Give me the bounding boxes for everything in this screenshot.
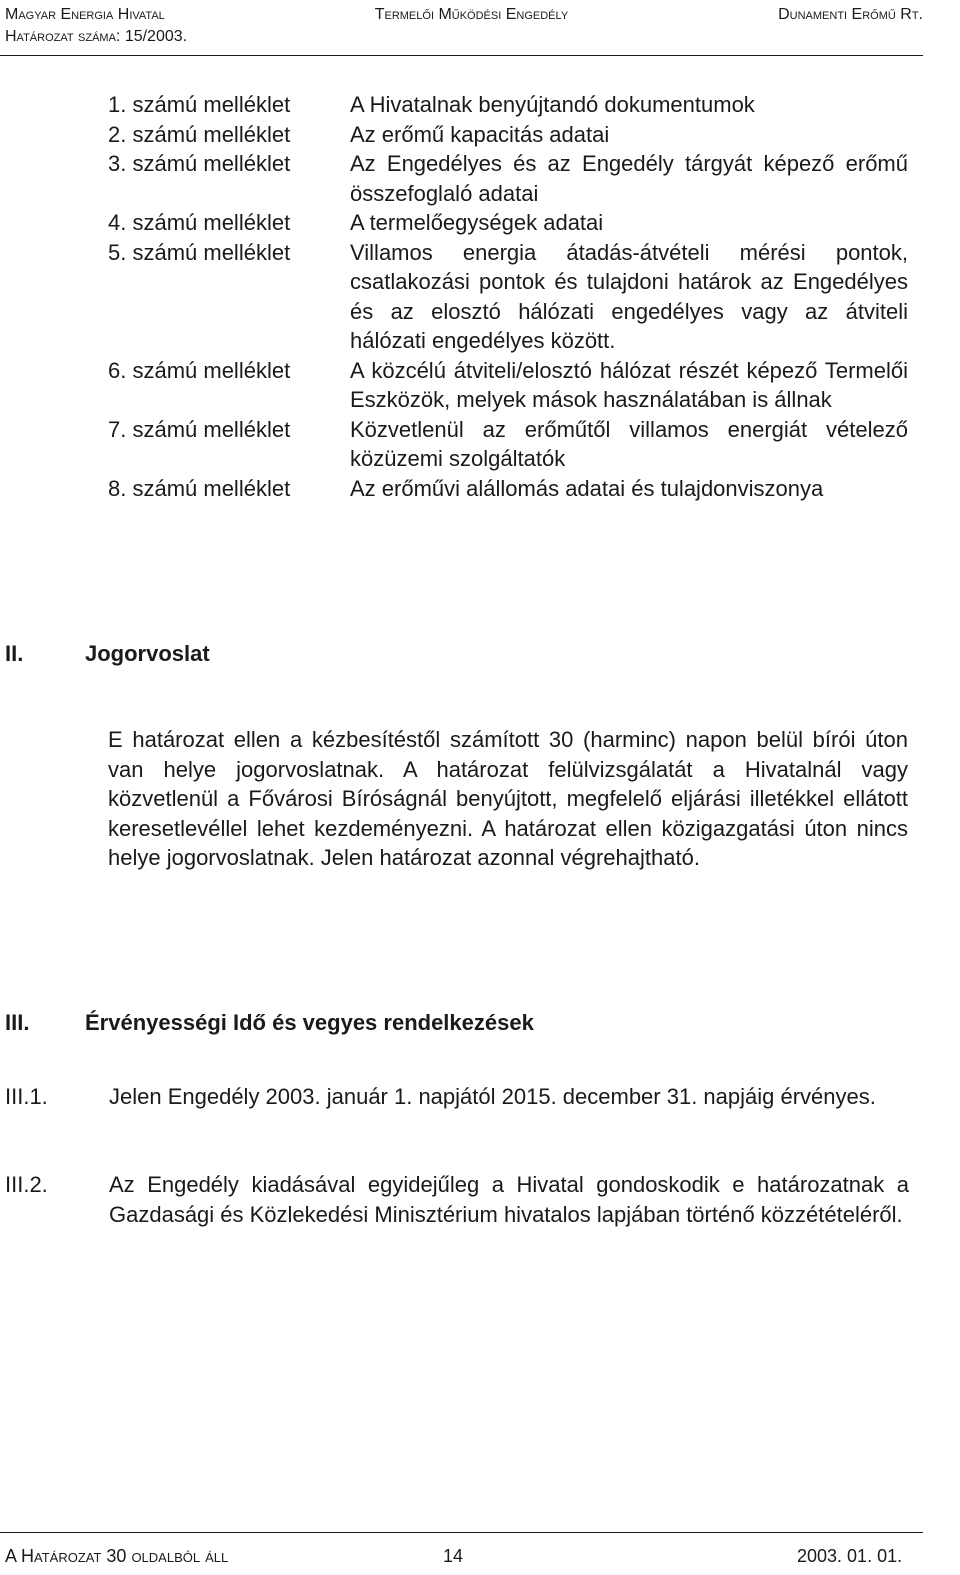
section-title: Jogorvoslat [85, 641, 210, 666]
annex-item [108, 90, 908, 120]
annex-description: A közcélú átviteli/elosztó hálózat részét képező Termelői Eszközök, melyek mások használatában is állnak [350, 357, 908, 412]
subsection-item [5, 1082, 909, 1112]
annex-number: 6. számú melléklet [108, 357, 291, 383]
header-row [5, 6, 923, 24]
annex-number: 1. számú melléklet [108, 92, 291, 117]
footer-page-count: A Határozat 30 oldalból áll [5, 1546, 229, 1566]
remedy-paragraph: E határozat ellen a kézbesítéstől számított 30 (harminc) napon belül bírói úton van helye jogorvoslatnak. A határozat felülvizsgálatát a Hivatalnál vagy közvetlenül a Fővárosi Bíróságnál benyújtott, megfelelő eljárási illetékkel ellátott keresetlevéllel lehet kezdeményezni. A határozat ellen közigazgatási úton nincs helye jogorvoslatnak. Jelen határozat azonnal végrehajtható. [108, 727, 908, 870]
page-header [0, 0, 960, 56]
annex-description: A Hivatalnak benyújtandó dokumentumok [350, 92, 755, 117]
annex-number: 4. számú melléklet [108, 210, 291, 235]
annex-item [108, 208, 908, 238]
section-heading-remedy [5, 641, 210, 667]
subsection-text: Az Engedély kiadásával egyidejűleg a Hivatal gondoskodik e határozatnak a Gazdasági és Közlekedési Minisztérium hivatalos lapjában történő közzétételéről. [109, 1172, 909, 1227]
header-authority: Magyar Energia Hivatal [5, 6, 165, 23]
header-plant: Dunamenti Erőmű Rt. [778, 6, 923, 23]
footer-page-number: 14 [443, 1546, 464, 1566]
annex-item [108, 238, 908, 356]
annex-item [108, 415, 908, 474]
footer-date: 2003. 01. 01. [797, 1546, 903, 1566]
section-number: II. [5, 641, 24, 666]
annex-number: 2. számú melléklet [108, 121, 291, 147]
footer-rule [0, 1532, 923, 1533]
annex-item [108, 120, 908, 150]
subsection-number: III.1. [5, 1084, 48, 1109]
annex-description: Villamos energia átadás-átvételi mérési pontok, csatlakozási pontok és tulajdoni határok az Engedélyes és az elosztó hálózati engedélyes vagy az átviteli hálózati engedélyes között. [350, 239, 908, 353]
section-number: III. [5, 1010, 30, 1035]
annex-item [108, 474, 908, 504]
subsection-number: III.2. [5, 1172, 48, 1197]
header-rule [0, 55, 923, 56]
annex-number: 8. számú melléklet [108, 475, 291, 501]
annex-description: Az erőművi alállomás adatai és tulajdonviszonya [350, 475, 824, 501]
annex-number: 7. számú melléklet [108, 416, 291, 442]
section-title: Érvényességi Idő és vegyes rendelkezések [85, 1010, 534, 1035]
annex-description: Az Engedélyes és az Engedély tárgyát képező erőmű összefoglaló adatai [350, 151, 908, 206]
annex-item [108, 356, 908, 415]
annex-list [108, 90, 908, 503]
annex-number: 5. számú melléklet [108, 239, 291, 265]
header-doc-type: Termelői Működési Engedély [374, 6, 569, 23]
page-footer [0, 1532, 960, 1575]
section-heading-validity [5, 1010, 534, 1036]
annex-number: 3. számú melléklet [108, 151, 291, 176]
annex-description: Az erőmű kapacitás adatai [350, 121, 610, 147]
subsection-text: Jelen Engedély 2003. január 1. napjától 2015. december 31. napjáig érvényes. [109, 1084, 876, 1109]
annex-description: A termelőegységek adatai [350, 210, 604, 235]
annex-description: Közvetlenül az erőműtől villamos energiát vételező közüzemi szolgáltatók [350, 416, 908, 471]
annex-item [108, 149, 908, 208]
header-resolution-no: Határozat száma: 15/2003. [5, 28, 188, 45]
subsection-item [5, 1170, 909, 1229]
